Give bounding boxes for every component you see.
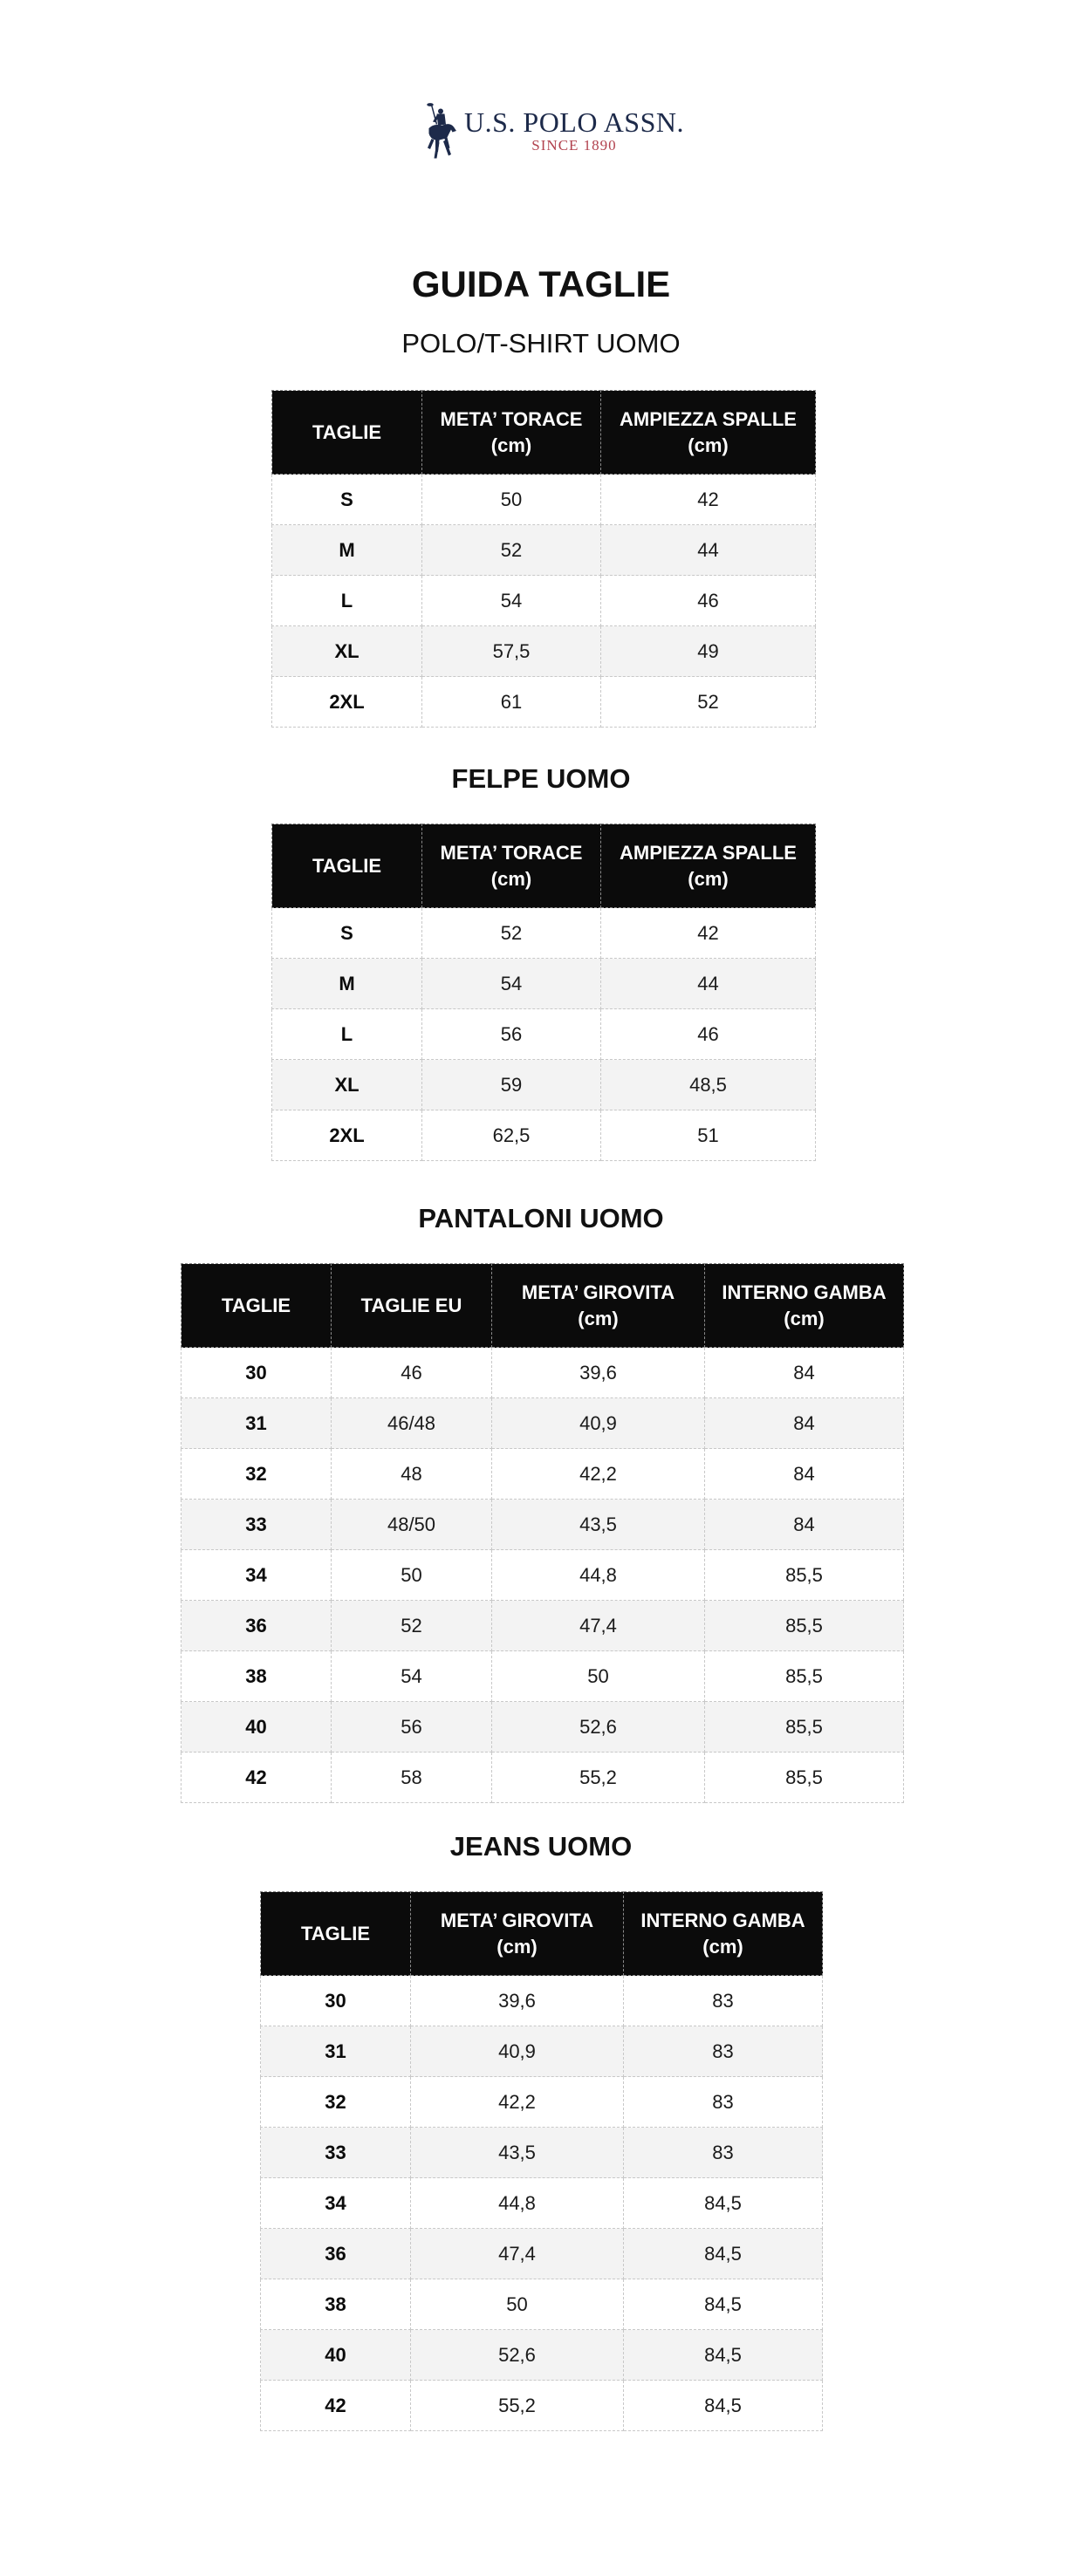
value-cell: 46/48	[332, 1398, 492, 1449]
table-row	[272, 576, 816, 626]
table-row	[272, 475, 816, 525]
size-table-pantaloni	[181, 1263, 904, 1803]
value-cell: 54	[422, 576, 601, 626]
value-cell: 84	[705, 1398, 904, 1449]
table-row	[272, 677, 816, 728]
value-cell: 84,5	[624, 2279, 823, 2330]
value-cell: 84	[705, 1500, 904, 1550]
value-cell: 57,5	[422, 626, 601, 677]
table-row	[261, 2178, 823, 2229]
column-header: TAGLIE	[181, 1264, 332, 1348]
value-cell: 52	[422, 908, 601, 959]
column-header: AMPIEZZA SPALLE (cm)	[601, 824, 816, 908]
table-row	[181, 1348, 904, 1398]
table-row	[181, 1601, 904, 1651]
value-cell: 84,5	[624, 2178, 823, 2229]
value-cell: 46	[601, 1009, 816, 1060]
size-cell: 38	[261, 2279, 411, 2330]
value-cell: 46	[601, 576, 816, 626]
size-cell: 40	[261, 2330, 411, 2381]
value-cell: 56	[422, 1009, 601, 1060]
table-row	[261, 1976, 823, 2026]
size-table-polo	[271, 390, 816, 728]
value-cell: 47,4	[492, 1601, 705, 1651]
size-cell: 36	[181, 1601, 332, 1651]
size-cell: S	[272, 475, 422, 525]
table-row	[181, 1500, 904, 1550]
size-table-felpe	[271, 823, 816, 1161]
value-cell: 84	[705, 1449, 904, 1500]
value-cell: 43,5	[492, 1500, 705, 1550]
table-row	[261, 2128, 823, 2178]
section-title-jeans: JEANS UOMO	[449, 1831, 633, 1862]
table-row	[181, 1651, 904, 1702]
table-row	[181, 1398, 904, 1449]
page-title: GUIDA TAGLIE	[411, 263, 671, 304]
value-cell: 42,2	[492, 1449, 705, 1500]
size-table-jeans	[260, 1891, 823, 2431]
column-header: TAGLIE	[261, 1892, 411, 1976]
value-cell: 54	[422, 959, 601, 1009]
value-cell: 40,9	[492, 1398, 705, 1449]
table-row	[272, 626, 816, 677]
table-row	[272, 525, 816, 576]
table-row	[261, 2279, 823, 2330]
column-header: META’ GIROVITA (cm)	[492, 1264, 705, 1348]
value-cell: 46	[332, 1348, 492, 1398]
column-header: INTERNO GAMBA (cm)	[705, 1264, 904, 1348]
value-cell: 83	[624, 2077, 823, 2128]
table-header-row	[272, 391, 816, 475]
value-cell: 83	[624, 2128, 823, 2178]
value-cell: 39,6	[492, 1348, 705, 1398]
size-cell: 32	[261, 2077, 411, 2128]
value-cell: 52,6	[411, 2330, 624, 2381]
value-cell: 59	[422, 1060, 601, 1110]
value-cell: 50	[332, 1550, 492, 1601]
polo-player-icon	[422, 92, 459, 169]
size-cell: M	[272, 959, 422, 1009]
size-cell: 2XL	[272, 1110, 422, 1161]
size-cell: S	[272, 908, 422, 959]
brand-name: U.S. POLO ASSN.	[463, 106, 684, 138]
value-cell: 85,5	[705, 1601, 904, 1651]
section-title-pantaloni: PANTALONI UOMO	[418, 1203, 664, 1233]
value-cell: 49	[601, 626, 816, 677]
size-cell: 33	[181, 1500, 332, 1550]
size-cell: L	[272, 576, 422, 626]
size-cell: 42	[261, 2381, 411, 2431]
table-row	[272, 908, 816, 959]
table-row	[261, 2229, 823, 2279]
value-cell: 52	[601, 677, 816, 728]
size-cell: 40	[181, 1702, 332, 1753]
value-cell: 84,5	[624, 2229, 823, 2279]
value-cell: 84,5	[624, 2381, 823, 2431]
table-row	[181, 1550, 904, 1601]
column-header: META’ GIROVITA (cm)	[411, 1892, 624, 1976]
column-header: INTERNO GAMBA (cm)	[624, 1892, 823, 1976]
value-cell: 55,2	[411, 2381, 624, 2431]
value-cell: 44,8	[492, 1550, 705, 1601]
table-row	[272, 959, 816, 1009]
value-cell: 54	[332, 1651, 492, 1702]
column-header: AMPIEZZA SPALLE (cm)	[601, 391, 816, 475]
column-header: TAGLIE	[272, 391, 422, 475]
table-header-row	[181, 1264, 904, 1348]
table-row	[261, 2330, 823, 2381]
value-cell: 48/50	[332, 1500, 492, 1550]
size-cell: 30	[261, 1976, 411, 2026]
table-row	[181, 1702, 904, 1753]
value-cell: 43,5	[411, 2128, 624, 2178]
value-cell: 55,2	[492, 1753, 705, 1803]
table-row	[181, 1753, 904, 1803]
value-cell: 40,9	[411, 2026, 624, 2077]
value-cell: 84,5	[624, 2330, 823, 2381]
value-cell: 50	[422, 475, 601, 525]
table-row	[261, 2381, 823, 2431]
value-cell: 52,6	[492, 1702, 705, 1753]
value-cell: 62,5	[422, 1110, 601, 1161]
size-cell: XL	[272, 626, 422, 677]
value-cell: 39,6	[411, 1976, 624, 2026]
table-header-row	[272, 824, 816, 908]
value-cell: 85,5	[705, 1651, 904, 1702]
size-cell: 34	[181, 1550, 332, 1601]
value-cell: 58	[332, 1753, 492, 1803]
column-header: META’ TORACE (cm)	[422, 391, 601, 475]
value-cell: 44,8	[411, 2178, 624, 2229]
value-cell: 44	[601, 525, 816, 576]
column-header: META’ TORACE (cm)	[422, 824, 601, 908]
value-cell: 42	[601, 475, 816, 525]
value-cell: 50	[411, 2279, 624, 2330]
value-cell: 42,2	[411, 2077, 624, 2128]
table-row	[272, 1110, 816, 1161]
size-cell: 42	[181, 1753, 332, 1803]
value-cell: 83	[624, 2026, 823, 2077]
size-cell: 31	[261, 2026, 411, 2077]
section-title-felpe: FELPE UOMO	[451, 763, 631, 794]
brand-logo	[422, 92, 684, 170]
value-cell: 47,4	[411, 2229, 624, 2279]
value-cell: 52	[332, 1601, 492, 1651]
size-cell: 31	[181, 1398, 332, 1449]
value-cell: 51	[601, 1110, 816, 1161]
size-cell: M	[272, 525, 422, 576]
value-cell: 48,5	[601, 1060, 816, 1110]
table-row	[181, 1449, 904, 1500]
value-cell: 85,5	[705, 1702, 904, 1753]
table-row	[272, 1060, 816, 1110]
table-header-row	[261, 1892, 823, 1976]
value-cell: 61	[422, 677, 601, 728]
value-cell: 42	[601, 908, 816, 959]
size-cell: 2XL	[272, 677, 422, 728]
value-cell: 52	[422, 525, 601, 576]
value-cell: 48	[332, 1449, 492, 1500]
value-cell: 83	[624, 1976, 823, 2026]
table-row	[261, 2077, 823, 2128]
column-header: TAGLIE EU	[332, 1264, 492, 1348]
value-cell: 50	[492, 1651, 705, 1702]
size-cell: 32	[181, 1449, 332, 1500]
value-cell: 85,5	[705, 1753, 904, 1803]
size-cell: 36	[261, 2229, 411, 2279]
column-header: TAGLIE	[272, 824, 422, 908]
size-cell: 38	[181, 1651, 332, 1702]
size-cell: L	[272, 1009, 422, 1060]
table-row	[272, 1009, 816, 1060]
value-cell: 56	[332, 1702, 492, 1753]
brand-since: SINCE 1890	[531, 137, 617, 154]
value-cell: 85,5	[705, 1550, 904, 1601]
size-cell: 33	[261, 2128, 411, 2178]
section-title-polo: POLO/T-SHIRT UOMO	[401, 328, 681, 359]
size-cell: XL	[272, 1060, 422, 1110]
table-row	[261, 2026, 823, 2077]
size-cell: 34	[261, 2178, 411, 2229]
size-cell: 30	[181, 1348, 332, 1398]
value-cell: 84	[705, 1348, 904, 1398]
value-cell: 44	[601, 959, 816, 1009]
